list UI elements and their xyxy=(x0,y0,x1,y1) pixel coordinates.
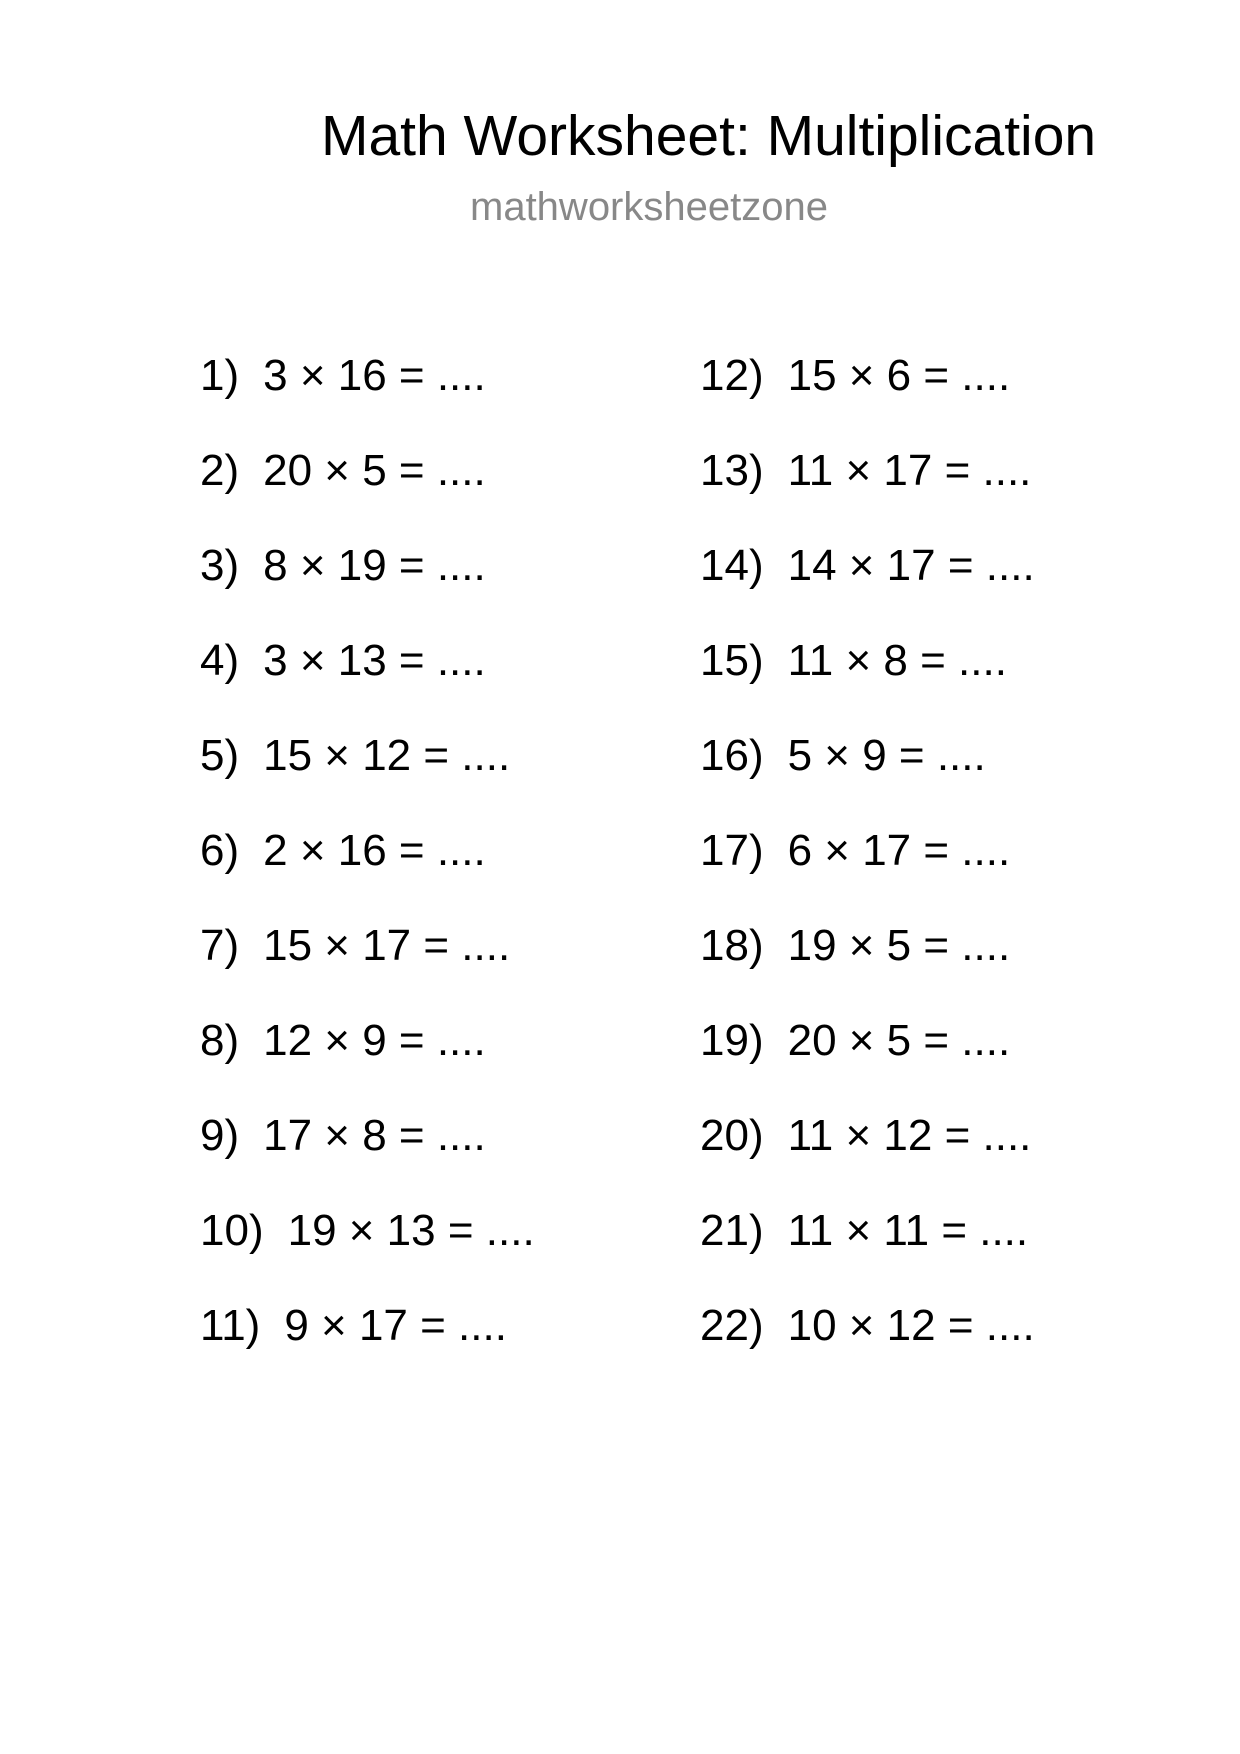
problem-item xyxy=(700,1016,1035,1111)
problem-expression: 14 × 17 = .... xyxy=(787,541,1035,590)
problem-number: 7) xyxy=(200,921,240,970)
problem-expression: 17 × 8 = .... xyxy=(263,1111,486,1160)
problem-expression: 11 × 11 = .... xyxy=(787,1206,1029,1255)
problem-number: 13) xyxy=(700,446,764,495)
problem-number: 10) xyxy=(200,1206,264,1255)
problem-expression: 10 × 12 = .... xyxy=(787,1301,1035,1350)
problem-number: 17) xyxy=(700,826,764,875)
problem-item xyxy=(200,921,535,1016)
problem-item xyxy=(200,1016,535,1111)
problem-number: 21) xyxy=(700,1206,764,1255)
problem-number: 3) xyxy=(200,541,240,590)
problem-expression: 8 × 19 = .... xyxy=(263,541,486,590)
problem-item xyxy=(200,351,535,446)
problem-number: 18) xyxy=(700,921,764,970)
problem-expression: 11 × 17 = .... xyxy=(787,446,1032,495)
problem-expression: 15 × 17 = .... xyxy=(263,921,511,970)
worksheet-source: mathworksheetzone xyxy=(470,185,828,229)
problem-number: 11) xyxy=(200,1301,261,1350)
problem-number: 22) xyxy=(700,1301,764,1350)
problem-item xyxy=(700,636,1035,731)
problem-number: 5) xyxy=(200,731,240,780)
problem-item xyxy=(700,1111,1035,1206)
problem-column-left xyxy=(200,351,535,1396)
problem-item xyxy=(700,1301,1035,1396)
problem-item xyxy=(200,731,535,826)
problem-item xyxy=(200,446,535,541)
problem-item xyxy=(700,541,1035,636)
problem-item xyxy=(200,826,535,921)
problem-number: 9) xyxy=(200,1111,240,1160)
problem-item xyxy=(200,1301,535,1396)
problem-expression: 12 × 9 = .... xyxy=(263,1016,486,1065)
problem-expression: 11 × 8 = .... xyxy=(787,636,1007,685)
problem-number: 19) xyxy=(700,1016,764,1065)
problem-expression: 20 × 5 = .... xyxy=(787,1016,1011,1065)
problem-expression: 19 × 13 = .... xyxy=(287,1206,535,1255)
problem-number: 1) xyxy=(200,351,240,400)
problem-item xyxy=(700,1206,1035,1301)
problem-expression: 15 × 12 = .... xyxy=(263,731,511,780)
problem-number: 8) xyxy=(200,1016,240,1065)
problem-number: 15) xyxy=(700,636,764,685)
problem-number: 6) xyxy=(200,826,240,875)
problem-number: 20) xyxy=(700,1111,764,1160)
problem-expression: 3 × 16 = .... xyxy=(263,351,486,400)
problem-expression: 20 × 5 = .... xyxy=(263,446,486,495)
problem-number: 2) xyxy=(200,446,240,495)
problem-expression: 11 × 12 = .... xyxy=(787,1111,1032,1160)
problem-expression: 5 × 9 = .... xyxy=(787,731,986,780)
worksheet-title: Math Worksheet: Multiplication xyxy=(321,104,1097,168)
problem-number: 12) xyxy=(700,351,764,400)
problem-item xyxy=(200,636,535,731)
problem-expression: 3 × 13 = .... xyxy=(263,636,486,685)
problem-expression: 9 × 17 = .... xyxy=(284,1301,507,1350)
problem-expression: 6 × 17 = .... xyxy=(787,826,1011,875)
problem-column-right xyxy=(700,351,1035,1396)
problem-item xyxy=(200,541,535,636)
problem-number: 14) xyxy=(700,541,764,590)
problem-number: 16) xyxy=(700,731,764,780)
problem-item xyxy=(200,1206,535,1301)
problem-item xyxy=(700,446,1035,541)
problem-item xyxy=(200,1111,535,1206)
problem-expression: 19 × 5 = .... xyxy=(787,921,1011,970)
problem-item xyxy=(700,351,1035,446)
problem-expression: 15 × 6 = .... xyxy=(787,351,1011,400)
problem-item xyxy=(700,921,1035,1016)
problem-expression: 2 × 16 = .... xyxy=(263,826,486,875)
problem-number: 4) xyxy=(200,636,240,685)
problem-item xyxy=(700,826,1035,921)
problem-item xyxy=(700,731,1035,826)
